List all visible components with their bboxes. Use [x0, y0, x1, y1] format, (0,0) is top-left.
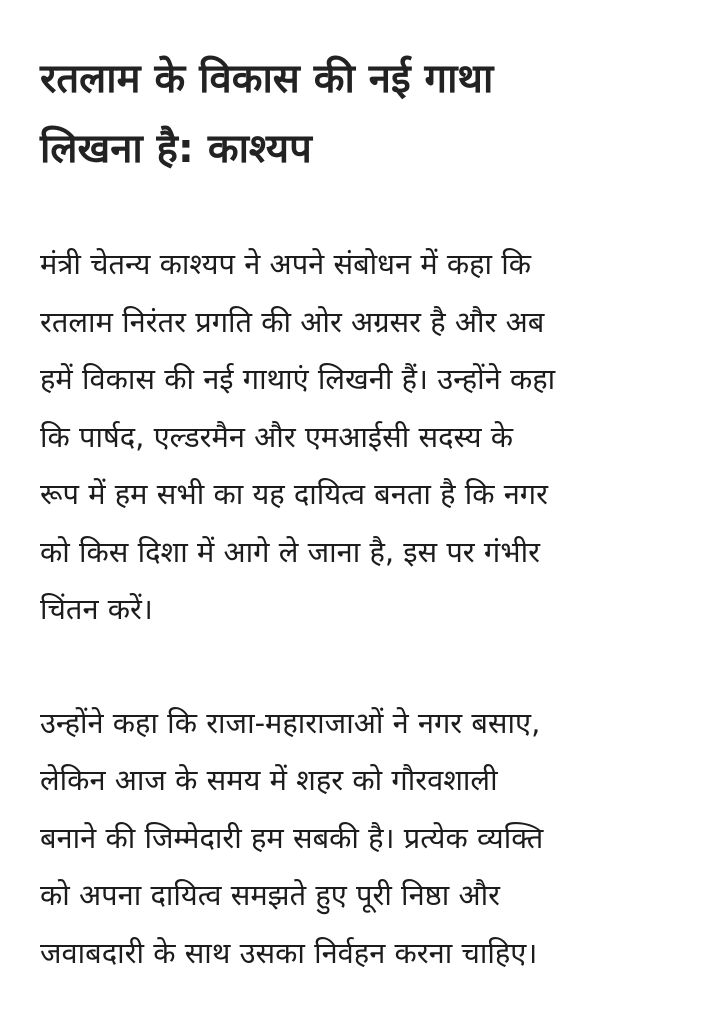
headline-line: लिखना है: काश्यप	[40, 126, 312, 172]
paragraph-line: हमें विकास की नई गाथाएं लिखनी हैं। उन्होंने कहा	[40, 362, 556, 396]
paragraph-line: मंत्री चेतन्य काश्यप ने अपने संबोधन में कहा कि	[40, 247, 532, 281]
paragraph-line: कि पार्षद, एल्डरमैन और एमआईसी सदस्य के	[40, 419, 514, 454]
paragraph-line: रूप में हम सभी का यह दायित्व बनता है कि नगर	[40, 477, 548, 511]
headline-line: रतलाम के विकास की नई गाथा	[40, 56, 494, 102]
paragraph-line: उन्होंने कहा कि राजा-महाराजाओं ने नगर बसाए,	[40, 705, 541, 740]
article	[40, 44, 690, 982]
headline	[40, 44, 690, 184]
paragraph-2	[40, 695, 690, 983]
paragraph-line: को अपना दायित्व समझते हुए पूरी निष्ठा और	[40, 878, 501, 912]
paragraph-line: लेकिन आज के समय में शहर को गौरवशाली	[40, 763, 498, 797]
paragraph-line: बनाने की जिम्मेदारी हम सबकी है। प्रत्येक व्यक्ति	[40, 820, 544, 855]
paragraph-1	[40, 236, 690, 639]
paragraph-line: जवाबदारी के साथ उसका निर्वहन करना चाहिए।	[40, 935, 538, 970]
paragraph-line: रतलाम निरंतर प्रगति की ओर अग्रसर है और अब	[40, 304, 545, 339]
paragraph-line: को किस दिशा में आगे ले जाना है, इस पर गंभीर	[40, 534, 540, 569]
paragraph-line: चिंतन करें।	[40, 592, 153, 626]
